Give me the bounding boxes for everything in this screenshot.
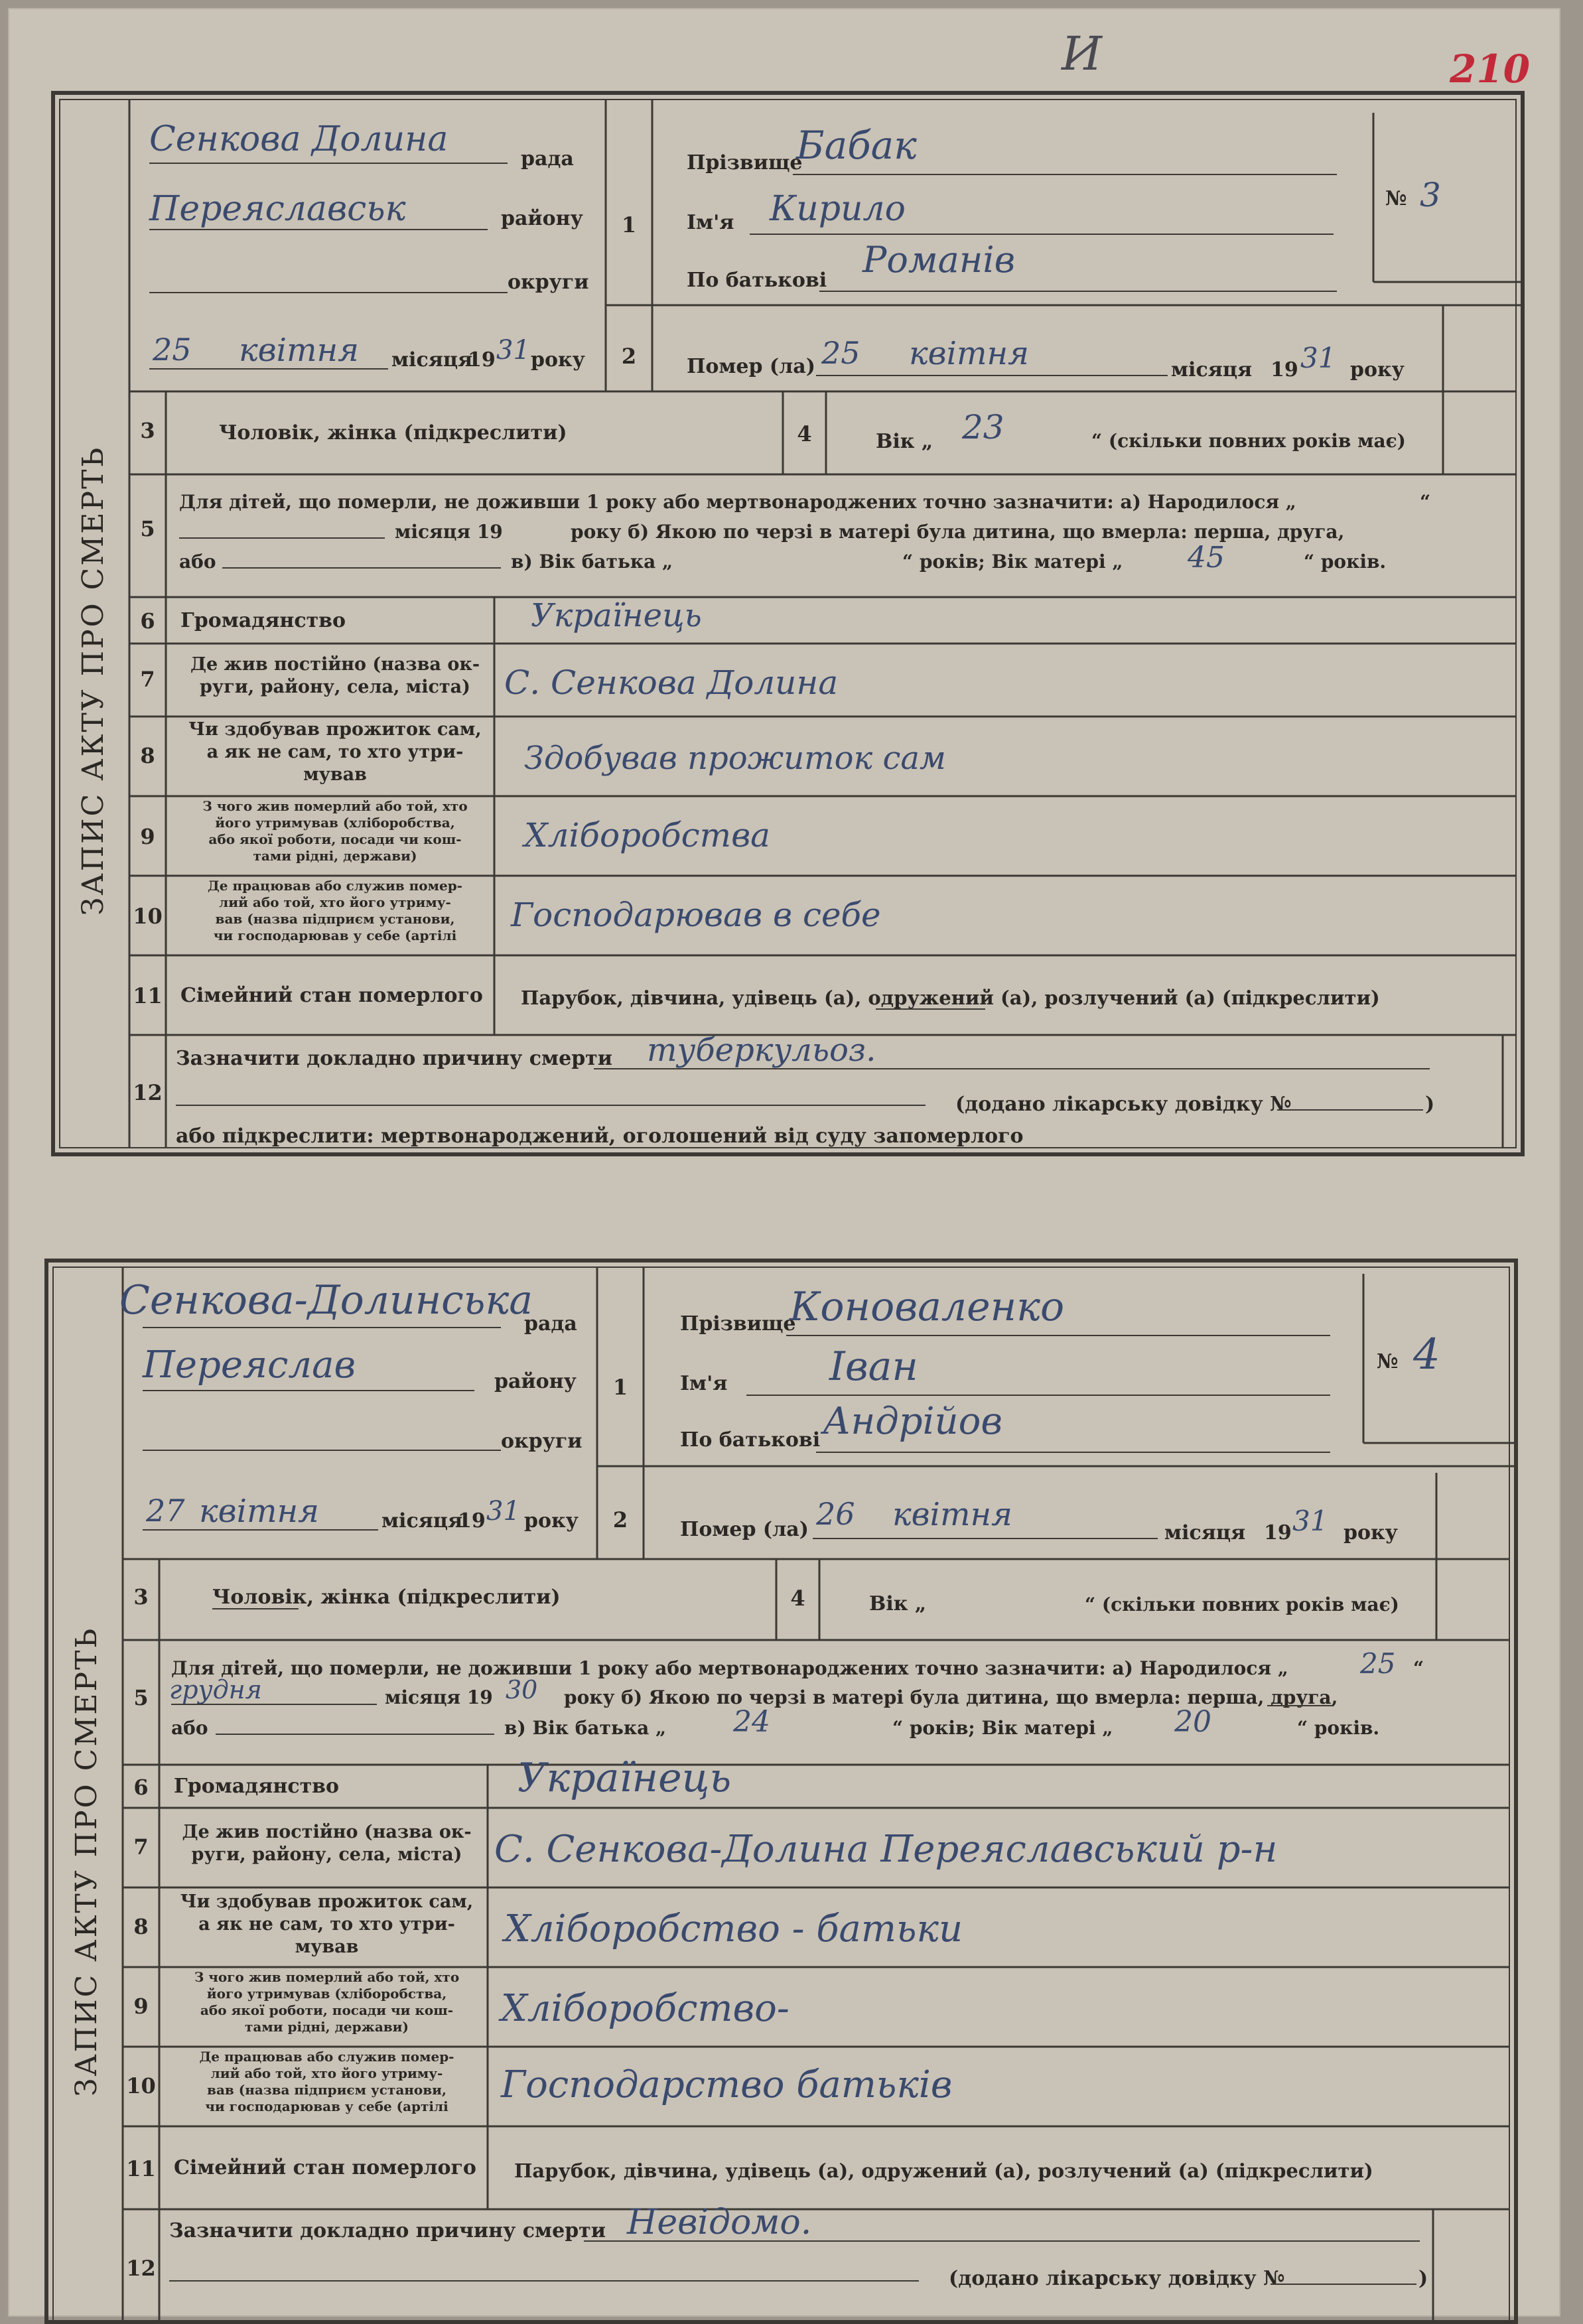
- row-number-5: 5: [133, 1685, 149, 1710]
- marital-label: Сімейний стан померлого: [180, 984, 483, 1007]
- row-number-2: 2: [612, 1507, 628, 1533]
- child-born-day: 25: [1360, 1647, 1396, 1680]
- stillborn-note: або підкреслити: мертвонароджений, оголошений від суду запомерлого: [176, 1125, 1024, 1148]
- certificate-underline: [1271, 2284, 1416, 2285]
- pencil-mark: И: [1062, 27, 1103, 81]
- marital-selected-underline: [876, 1008, 985, 1010]
- child-line-3a: або: [171, 1717, 208, 1739]
- child-month-value: грудня: [169, 1675, 262, 1704]
- marital-label: Сімейний стан померлого: [174, 2156, 476, 2179]
- death-misiatsia-label: місяця: [1171, 358, 1253, 381]
- child-line-2a: місяця 19: [395, 521, 503, 543]
- marital-options: Парубок, дівчина, удівець (а), одружений (а), розлучений (а) (підкреслити): [521, 987, 1380, 1009]
- child-line-2b: року б) Якою по черзі в матері була дитина, що вмерла: перша, друга,: [571, 521, 1345, 543]
- certificate-end: ): [1418, 2267, 1428, 2290]
- death-month-value: квітня: [909, 335, 1029, 372]
- row-number-3: 3: [133, 1584, 149, 1609]
- row-number-11: 11: [133, 983, 163, 1008]
- reg-day-value: 27: [146, 1493, 185, 1529]
- reg-year-prefix: 19: [458, 1509, 486, 1533]
- child-line-3a: або: [179, 551, 216, 573]
- patronymic-label: По батькові: [687, 269, 827, 292]
- row-number-9: 9: [133, 1994, 149, 2019]
- rada-value: Сенкова-Долинська: [119, 1277, 533, 1324]
- child-or-underline: [222, 567, 501, 569]
- death-date-underline: [813, 1538, 1158, 1539]
- row-number-10: 10: [133, 904, 163, 929]
- cause-label: Зазначити докладно причину смерти: [176, 1047, 613, 1070]
- reg-year-value: 31: [496, 335, 530, 366]
- child-line-3d: “ років.: [1304, 551, 1387, 573]
- death-year-prefix: 19: [1271, 358, 1298, 381]
- row-number-11: 11: [126, 2156, 156, 2181]
- name-value: Іван: [829, 1343, 918, 1390]
- residence-value: С. Сенкова-Долина Переяславський р-н: [494, 1828, 1278, 1871]
- source-value: Хліборобство-: [501, 1987, 790, 2030]
- raion-label: району: [494, 1370, 577, 1393]
- reg-month-value: квітня: [239, 332, 359, 369]
- surname-value: Коноваленко: [790, 1284, 1065, 1330]
- death-roku-label: року: [1343, 1521, 1398, 1544]
- rada-underline: [143, 1327, 501, 1328]
- name-label: Ім'я: [680, 1372, 728, 1395]
- death-year-prefix: 19: [1264, 1521, 1292, 1544]
- child-line-3b: в) Вік батька „: [504, 1717, 667, 1739]
- age-label: Вік „: [869, 1592, 927, 1615]
- father-age-value: 24: [733, 1705, 770, 1739]
- cause-underline-1: [594, 1068, 1430, 1069]
- row-number-9: 9: [140, 824, 155, 849]
- certificate-end: ): [1425, 1093, 1435, 1116]
- source-value: Хліборобства: [524, 816, 770, 854]
- reg-date-underline: [149, 368, 388, 370]
- reg-date-underline: [143, 1529, 378, 1531]
- child-line-2b: року б) Якою по черзі в матері була дитина, що вмерла: перша, друга,: [564, 1686, 1338, 1708]
- name-value: Кирило: [770, 189, 906, 229]
- child-year-value: 30: [506, 1675, 538, 1704]
- child-line-1-end: “: [1413, 1657, 1424, 1679]
- sex-label: Чоловік, жінка (підкреслити): [219, 421, 567, 444]
- patronymic-value: Андрійов: [823, 1400, 1002, 1443]
- reg-roku-label: року: [531, 348, 585, 372]
- livelihood-label: Чи здобував прожиток сам, а як не сам, то хто утри- мував: [180, 1891, 474, 1957]
- age-label: Вік „: [876, 430, 933, 453]
- row-number-4: 4: [797, 421, 812, 446]
- cause-underline-1: [584, 2240, 1420, 2242]
- name-underline: [750, 234, 1334, 235]
- form-grid-2: [0, 1168, 1583, 2324]
- rada-label: рада: [524, 1312, 577, 1335]
- row-number-5: 5: [140, 516, 155, 541]
- sex-selected-underline: [212, 1608, 299, 1609]
- source-label: З чого жив померлий або той, хто його утримував (хліборобства, або якої роботи, посади чи кош- тами рідні, держави): [194, 1969, 460, 2035]
- death-roku-label: року: [1350, 358, 1405, 381]
- row-number-12: 12: [126, 2256, 156, 2281]
- row-number-6: 6: [133, 1775, 149, 1800]
- child-month-underline: [179, 537, 385, 539]
- name-underline: [746, 1395, 1330, 1396]
- livelihood-value: Здобував прожиток сам: [524, 740, 946, 777]
- rada-underline: [149, 163, 508, 164]
- reg-year-value: 31: [486, 1496, 520, 1527]
- child-line-3c: “ років; Вік матері „: [902, 551, 1123, 573]
- row-number-7: 7: [140, 667, 155, 692]
- age-value: 23: [962, 408, 1004, 446]
- cause-underline-2: [176, 1105, 926, 1106]
- number-label: №: [1377, 1350, 1399, 1373]
- child-or-underline: [216, 1734, 494, 1735]
- surname-underline: [793, 174, 1337, 175]
- death-year-value: 31: [1292, 1505, 1328, 1537]
- row-number-8: 8: [133, 1914, 149, 1939]
- marital-options: Парубок, дівчина, удівець (а), одружений (а), розлучений (а) (підкреслити): [514, 2159, 1373, 2182]
- surname-label: Прізвище: [680, 1312, 796, 1335]
- okruha-label: округи: [501, 1430, 583, 1453]
- rada-value: Сенкова Долина: [149, 119, 448, 159]
- certificate-label: (додано лікарську довідку №: [955, 1093, 1292, 1116]
- source-label: З чого жив померлий або той, хто його утримував (хліборобства, або якої роботи, посади чи кош- тами рідні, держави): [202, 798, 468, 864]
- row-number-7: 7: [133, 1834, 149, 1860]
- age-suffix: “ (скільки повних років має): [1091, 430, 1406, 452]
- sex-label: Чоловік, жінка (підкреслити): [212, 1586, 561, 1609]
- reg-year-prefix: 19: [468, 348, 496, 372]
- citizenship-value: Українець: [517, 1755, 732, 1801]
- section-title-vertical: ЗАПИС АКТУ ПРО СМЕРТЬ: [70, 1626, 103, 2096]
- citizenship-label: Громадянство: [180, 609, 346, 632]
- child-line-1: Для дітей, що померли, не доживши 1 року або мертвонароджених точно зазначити: а) Народилося „: [179, 491, 1296, 513]
- mother-age-value: 20: [1174, 1705, 1211, 1739]
- name-label: Ім'я: [687, 211, 734, 234]
- row-number-12: 12: [133, 1080, 163, 1105]
- child-line-3b: в) Вік батька „: [511, 551, 673, 573]
- number-label: №: [1385, 187, 1407, 210]
- work-value: Господарство батьків: [501, 2063, 953, 2106]
- raion-value: Переяславськ: [149, 189, 406, 229]
- child-line-3c: “ років; Вік матері „: [892, 1717, 1113, 1739]
- death-month-value: квітня: [892, 1496, 1012, 1533]
- record-number: 4: [1413, 1330, 1440, 1379]
- reg-month-value: квітня: [199, 1493, 319, 1530]
- raion-underline: [149, 229, 488, 230]
- certificate-label: (додано лікарську довідку №: [949, 2267, 1285, 2290]
- certificate-underline: [1277, 1109, 1423, 1111]
- death-label: Помер (ла): [680, 1518, 809, 1541]
- residence-label: Де жив постійно (назва ок- руги, району, села, міста): [182, 1822, 472, 1865]
- surname-value: Бабак: [796, 123, 917, 168]
- work-label: Де працював або служив помер- лий або той, хто його утриму- вав (назва підприєм установи, чи господарював у себе (артілі: [208, 878, 462, 943]
- child-line-1-end: “: [1420, 491, 1431, 513]
- child-order-underline: [1267, 1705, 1334, 1706]
- okruha-label: округи: [508, 271, 589, 294]
- death-misiatsia-label: місяця: [1164, 1521, 1246, 1544]
- death-day-value: 26: [816, 1496, 855, 1532]
- death-date-underline: [816, 375, 1168, 376]
- surname-label: Прізвище: [687, 151, 803, 174]
- okruha-underline: [143, 1450, 501, 1451]
- age-suffix: “ (скільки повних років має): [1085, 1594, 1399, 1615]
- cause-label: Зазначити докладно причину смерти: [169, 2219, 606, 2242]
- cause-value: Невідомо.: [627, 2203, 812, 2242]
- row-number-2: 2: [621, 344, 637, 369]
- livelihood-value: Хліборобство - батьки: [504, 1907, 963, 1950]
- raion-value: Переяслав: [143, 1343, 356, 1387]
- child-month-underline: [171, 1704, 377, 1705]
- row-number-8: 8: [140, 743, 155, 768]
- livelihood-label: Чи здобував прожиток сам, а як не сам, то хто утри- мував: [188, 719, 482, 785]
- child-line-1: Для дітей, що померли, не доживши 1 року або мертвонароджених точно зазначити: а) Народилося „: [171, 1657, 1288, 1679]
- patronymic-underline: [819, 291, 1337, 292]
- section-title-vertical: ЗАПИС АКТУ ПРО СМЕРТЬ: [76, 445, 110, 916]
- row-number-3: 3: [140, 418, 155, 443]
- patronymic-label: По батькові: [680, 1428, 821, 1452]
- okruha-underline: [149, 292, 508, 293]
- reg-day-value: 25: [153, 332, 192, 368]
- child-line-2a: місяця 19: [385, 1686, 493, 1708]
- citizenship-label: Громадянство: [174, 1775, 340, 1798]
- citizenship-value: Українець: [531, 597, 702, 634]
- death-year-value: 31: [1300, 342, 1336, 374]
- raion-label: району: [501, 207, 583, 230]
- residence-value: С. Сенкова Долина: [504, 663, 839, 702]
- patronymic-underline: [816, 1452, 1330, 1453]
- death-label: Помер (ла): [687, 355, 815, 378]
- death-record-2: [0, 1168, 1583, 2324]
- row-number-4: 4: [790, 1586, 805, 1611]
- child-line-3d: “ років.: [1297, 1717, 1380, 1739]
- residence-label: Де жив постійно (назва ок- руги, району, села, міста): [190, 654, 480, 697]
- work-label: Де працював або служив помер- лий або той, хто його утриму- вав (назва підприєм установи, чи господарював у себе (артілі: [199, 2049, 454, 2114]
- reg-misiatsia-label: місяця: [391, 348, 473, 372]
- surname-underline: [786, 1335, 1330, 1336]
- row-number-6: 6: [140, 608, 155, 634]
- patronymic-value: Романів: [862, 239, 1016, 281]
- rada-label: рада: [521, 147, 574, 171]
- reg-misiatsia-label: місяця: [381, 1509, 463, 1533]
- row-number-1: 1: [621, 212, 637, 238]
- work-value: Господарював в себе: [511, 896, 881, 934]
- archive-page-number: 210: [1450, 46, 1531, 92]
- cause-value: туберкульоз.: [647, 1032, 876, 1069]
- row-number-1: 1: [612, 1375, 628, 1400]
- raion-underline: [143, 1390, 474, 1391]
- row-number-10: 10: [126, 2073, 156, 2098]
- death-day-value: 25: [821, 335, 860, 371]
- mother-age-value: 45: [1188, 541, 1225, 575]
- record-number: 3: [1420, 176, 1441, 214]
- reg-roku-label: року: [524, 1509, 579, 1533]
- cause-underline-2: [169, 2280, 919, 2282]
